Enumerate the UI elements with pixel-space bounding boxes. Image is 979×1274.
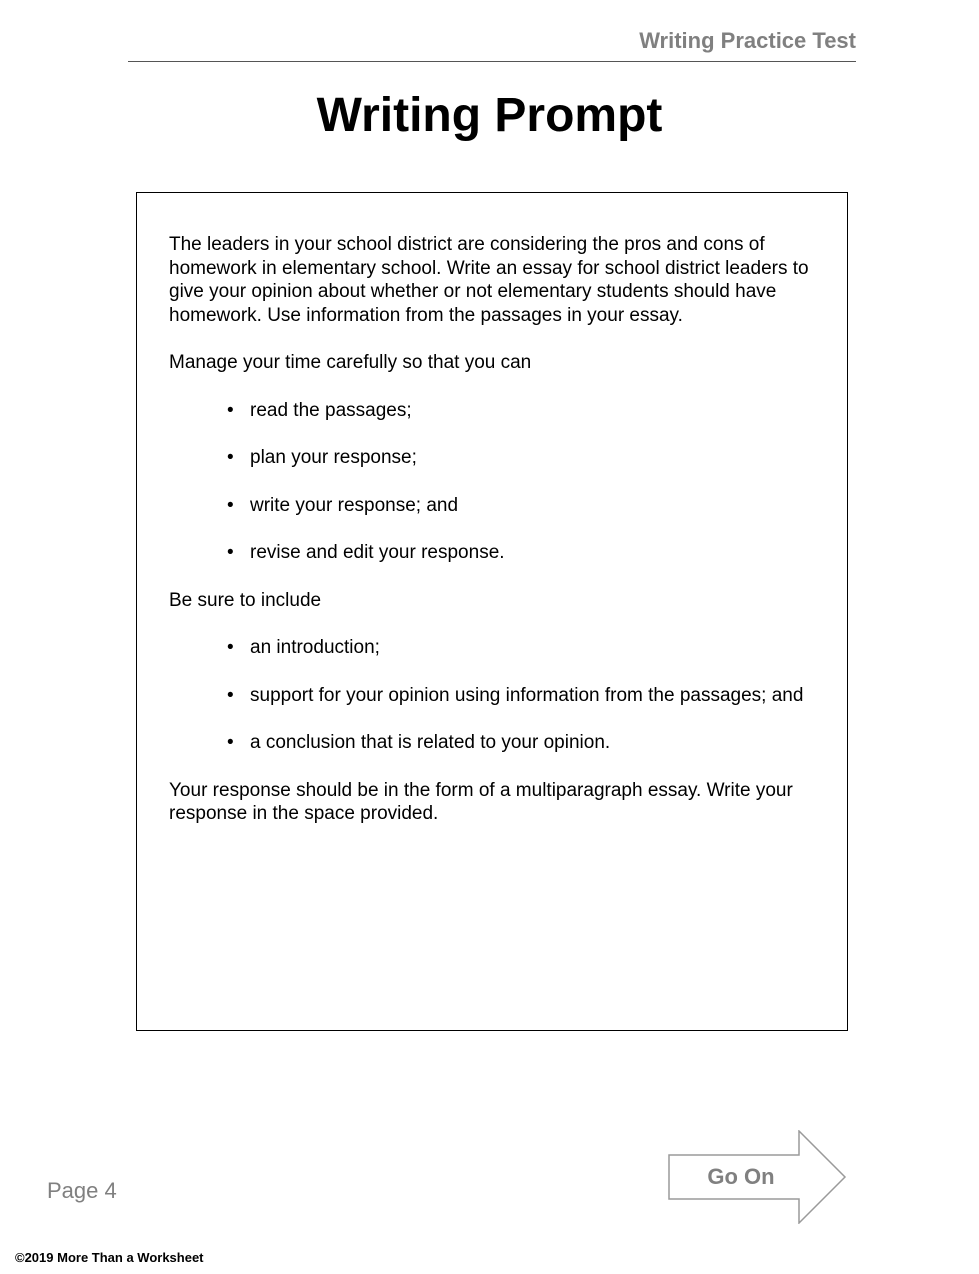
bullet-dot: • bbox=[227, 447, 234, 468]
bullet-dot: • bbox=[227, 732, 234, 753]
copyright: ©2019 More Than a Worksheet bbox=[15, 1250, 204, 1265]
prompt-closing: Your response should be in the form of a multiparagraph essay. Write your response in the space provided. bbox=[169, 779, 793, 824]
list-item bbox=[169, 494, 809, 518]
list-item bbox=[169, 731, 809, 755]
list-item bbox=[169, 399, 809, 423]
go-on-button[interactable] bbox=[668, 1130, 848, 1224]
list-item bbox=[169, 541, 809, 565]
list-item-text: write your response; and bbox=[250, 494, 459, 516]
bullet-dot: • bbox=[227, 637, 234, 658]
list-item-text: plan your response; bbox=[250, 447, 417, 468]
bullet-dot: • bbox=[227, 399, 234, 421]
bullet-dot: • bbox=[227, 494, 234, 516]
manage-lead: Manage your time carefully so that you can bbox=[169, 352, 532, 373]
list-item bbox=[169, 446, 809, 470]
go-on-label: Go On bbox=[707, 1164, 775, 1189]
prompt-box bbox=[136, 192, 848, 1031]
list-item-text: an introduction; bbox=[250, 637, 380, 658]
list-item bbox=[169, 684, 809, 708]
list-item-text: revise and edit your response. bbox=[250, 542, 505, 563]
header-title: Writing Practice Test bbox=[639, 28, 856, 53]
list-item-text: a conclusion that is related to your opinion. bbox=[250, 732, 611, 753]
manage-list bbox=[169, 399, 809, 565]
page-number: Page 4 bbox=[47, 1178, 117, 1203]
list-item bbox=[169, 636, 809, 660]
prompt-intro: The leaders in your school district are considering the pros and cons of homework in elementary school. Write an essay for school district leaders to give your opinion about whether or not elementary students should have homework. Use information from the passages in your essay. bbox=[169, 234, 809, 326]
include-list bbox=[169, 636, 809, 755]
prompt-content bbox=[169, 233, 809, 850]
page-title: Writing Prompt bbox=[316, 89, 663, 142]
include-lead: Be sure to include bbox=[169, 589, 322, 611]
list-item-text: read the passages; bbox=[250, 399, 412, 421]
header-rule bbox=[128, 61, 856, 62]
list-item-text: support for your opinion using information from the passages; and bbox=[250, 684, 804, 706]
bullet-dot: • bbox=[227, 542, 234, 563]
bullet-dot: • bbox=[227, 684, 234, 706]
